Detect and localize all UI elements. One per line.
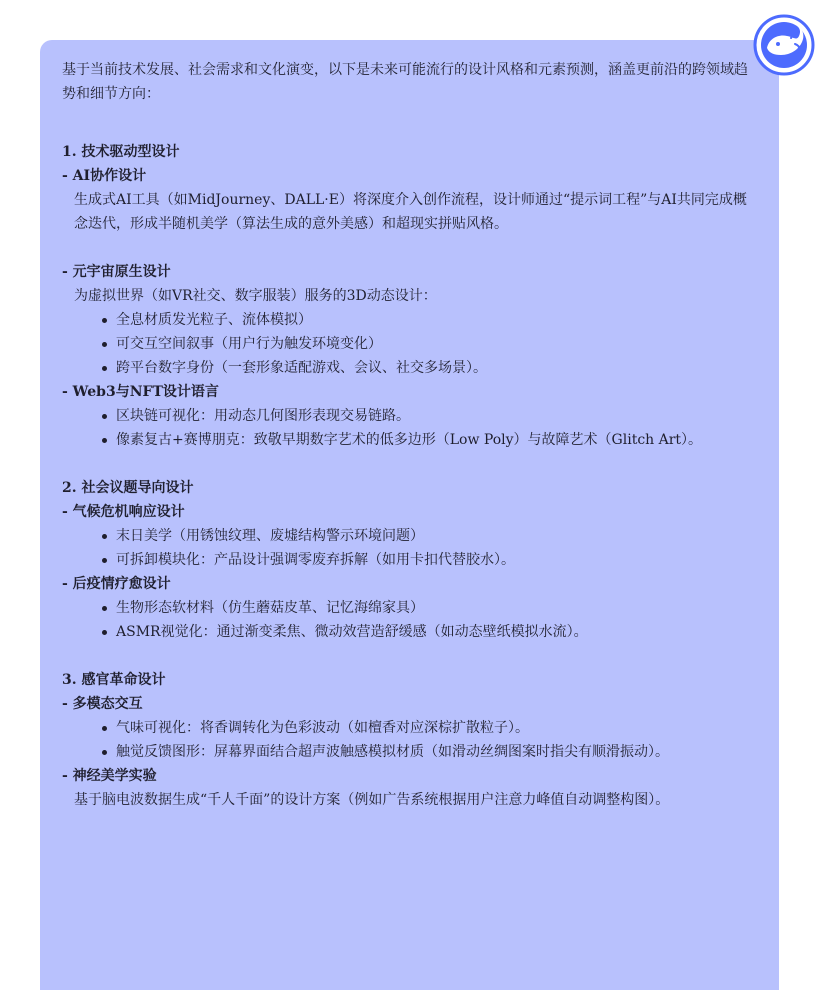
bullet-list <box>62 308 757 380</box>
list-item: 生物形态软材料（仿生蘑菇皮革、记忆海绵家具） <box>102 596 757 620</box>
subsection-title: - 后疫情疗愈设计 <box>62 576 171 592</box>
bullet-list <box>62 596 757 644</box>
subsection-desc: 为虚拟世界（如VR社交、数字服装）服务的3D动态设计： <box>74 288 437 304</box>
list-item: 末日美学（用锈蚀纹理、废墟结构警示环境问题） <box>102 524 757 548</box>
subsection-desc: 基于脑电波数据生成“千人千面”的设计方案（例如广告系统根据用户注意力峰值自动调整构图）。 <box>74 792 670 808</box>
subsection-title: - 神经美学实验 <box>62 768 157 784</box>
list-item: 气味可视化：将香调转化为色彩波动（如檀香对应深棕扩散粒子）。 <box>102 716 757 740</box>
list-item: 跨平台数字身份（一套形象适配游戏、会议、社交多场景）。 <box>102 356 757 380</box>
assistant-message-bubble <box>40 40 779 990</box>
subsection-title: - AI协作设计 <box>62 168 147 184</box>
list-item: 全息材质发光粒子、流体模拟） <box>102 308 757 332</box>
list-item: 触觉反馈图形：屏幕界面结合超声波触感模拟材质（如滑动丝绸图案时指尖有顺滑振动）。 <box>102 740 757 764</box>
list-item: 区块链可视化：用动态几何图形表现交易链路。 <box>102 404 757 428</box>
section-title: 3. 感官革命设计 <box>62 672 166 688</box>
subsection-title: - Web3与NFT设计语言 <box>62 384 219 400</box>
list-item: 可拆卸模块化：产品设计强调零废弃拆解（如用卡扣代替胶水）。 <box>102 548 757 572</box>
whale-logo-icon <box>753 14 815 76</box>
subsection-title: - 多模态交互 <box>62 696 143 712</box>
list-item: ASMR视觉化：通过渐变柔焦、微动效营造舒缓感（如动态壁纸模拟水流）。 <box>102 620 757 644</box>
list-item: 可交互空间叙事（用户行为触发环境变化） <box>102 332 757 356</box>
section-title: 2. 社会议题导向设计 <box>62 480 194 496</box>
subsection-desc: 生成式AI工具（如MidJourney、DALL·E）将深度介入创作流程，设计师通过“提示词工程”与AI共同完成概念迭代，形成半随机美学（算法生成的意外美感）和超现实拼贴风格。 <box>74 192 747 232</box>
subsection-title: - 元宇宙原生设计 <box>62 264 171 280</box>
list-item: 像素复古+赛博朋克：致敬早期数字艺术的低多边形（Low Poly）与故障艺术（Glitch Art）。 <box>102 428 757 452</box>
subsection-title: - 气候危机响应设计 <box>62 504 185 520</box>
bullet-list <box>62 716 757 764</box>
section-title: 1. 技术驱动型设计 <box>62 144 180 160</box>
bullet-list <box>62 524 757 572</box>
bullet-list <box>62 404 757 452</box>
message-intro: 基于当前技术发展、社会需求和文化演变，以下是未来可能流行的设计风格和元素预测，涵盖更前沿的跨领域趋势和细节方向： <box>62 62 748 102</box>
